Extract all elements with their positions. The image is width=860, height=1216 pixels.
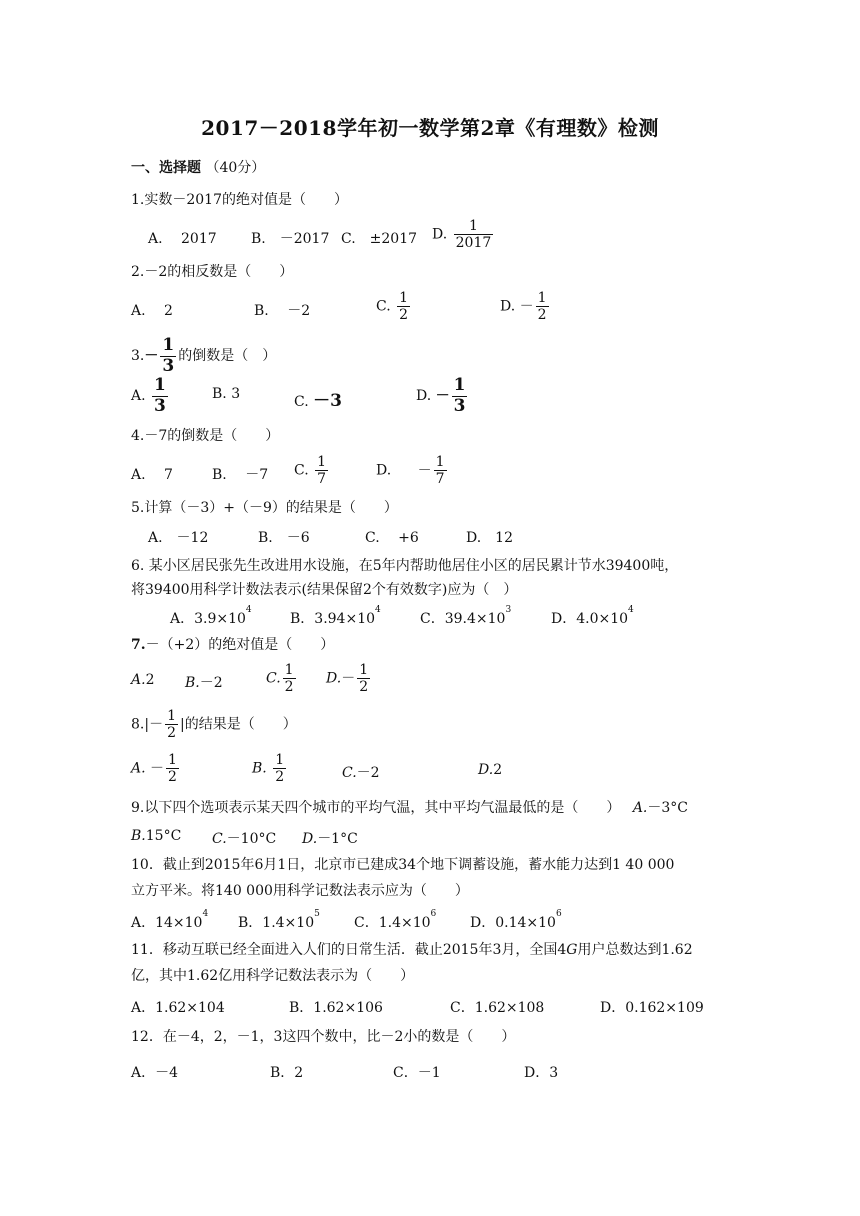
q11-text-b: 用户总数达到1.62 <box>577 942 693 958</box>
q6-option-a <box>170 605 252 628</box>
q8-a-denominator: 2 <box>168 769 177 786</box>
q7-d-sign: － <box>341 670 356 687</box>
q2-d-sign: － <box>519 298 534 315</box>
question-11-options <box>0 987 860 1027</box>
q8-option-a-label: A. <box>131 760 146 777</box>
question-6-options <box>0 598 860 638</box>
q10-c-text: C．1.4×10 <box>354 915 431 931</box>
q9-option-d <box>302 828 358 848</box>
question-4-stem: 4.－7的倒数是（ ） <box>131 428 280 444</box>
q8-a-sign: － <box>150 760 165 777</box>
q10-option-a <box>131 909 209 932</box>
q7-option-d <box>326 662 372 695</box>
q9-option-b <box>131 828 181 844</box>
q6-a-exponent: 4 <box>245 605 252 615</box>
q10-option-d <box>470 909 562 932</box>
q12-option-d: D．3 <box>524 1065 559 1081</box>
q10-option-c <box>354 909 437 932</box>
q3-a-denominator: 3 <box>154 395 166 416</box>
q4-option-c-label: C. <box>294 462 309 479</box>
q2-c-denominator: 2 <box>399 307 409 324</box>
q7-number: 7. <box>131 637 146 653</box>
q6-option-d <box>551 605 634 628</box>
q7-b-label: B. <box>185 675 200 691</box>
q7-b-value: －2 <box>199 675 223 691</box>
q10-a-text: A．14×10 <box>131 915 203 931</box>
q3-option-c-value: －3 <box>313 391 342 411</box>
q4-option-b: B. －7 <box>212 467 269 483</box>
q5-option-c: C. +6 <box>365 530 419 546</box>
q1-option-a: A. 2017 <box>148 231 217 247</box>
q9-option-c <box>212 828 276 848</box>
q6-c-exponent: 3 <box>505 605 512 615</box>
q1-option-d-label: D. <box>432 226 448 243</box>
q3-option-a-label: A. <box>131 388 146 405</box>
q2-option-d <box>500 290 551 323</box>
q8-denominator: 2 <box>167 725 176 742</box>
section-score: （40分） <box>205 160 266 176</box>
q8-numerator: 1 <box>167 708 176 724</box>
question-3-options <box>0 376 860 416</box>
q9-b-label: B. <box>131 828 146 844</box>
q7-option-c <box>266 662 298 695</box>
q3-d-denominator: 3 <box>453 395 466 416</box>
q3-numerator: 1 <box>162 335 175 355</box>
q4-d-denominator: 7 <box>435 471 445 488</box>
question-7-options <box>0 662 860 702</box>
question-8-stem <box>131 708 297 741</box>
q4-c-numerator: 1 <box>317 454 327 470</box>
q2-option-b: B. －2 <box>254 303 311 319</box>
q9-c-label: C. <box>212 831 227 847</box>
q3-d-sign: － <box>435 388 450 405</box>
q10-d-text: D．0.14×10 <box>470 915 556 931</box>
q4-d-sign: － <box>417 462 432 479</box>
q4-option-d-label: D. <box>376 462 392 479</box>
q5-option-b: B. －6 <box>258 530 310 546</box>
q4-option-d <box>376 454 449 487</box>
question-4-options <box>0 454 860 494</box>
q3-sign: － <box>144 348 159 365</box>
q1-option-c: C. ±2017 <box>341 231 418 247</box>
question-2-stem: 2.－2的相反数是（ ） <box>131 264 294 280</box>
question-10-options <box>0 902 860 942</box>
q4-option-c <box>294 454 330 487</box>
q4-c-denominator: 7 <box>317 471 327 488</box>
q4-d-numerator: 1 <box>435 454 445 470</box>
question-10-line-1: 10．截止到2015年6月1日，北京市已建成34个地下调蓄设施，蓄水能力达到1 40 000 <box>131 857 675 873</box>
question-5-options <box>0 517 860 557</box>
question-8-options <box>0 752 860 792</box>
question-12-stem: 12．在－4，2，－1，3这四个数中，比－2小的数是（ ） <box>131 1029 516 1045</box>
q7-option-a <box>131 672 154 688</box>
q8-c-label: C. <box>342 765 357 781</box>
q9-a-value: －3°C <box>647 800 688 816</box>
question-2-options <box>0 290 860 330</box>
q9-d-label: D. <box>302 831 318 847</box>
q2-d-denominator: 2 <box>537 307 547 324</box>
q8-option-a <box>131 752 181 785</box>
q1-option-b: B. －2017 <box>251 231 330 247</box>
question-7-stem <box>131 635 334 655</box>
q7-a-value: 2 <box>145 672 155 688</box>
q5-option-a: A. －12 <box>148 530 209 546</box>
q8-a-numerator: 1 <box>168 752 177 768</box>
q2-d-numerator: 1 <box>537 290 547 306</box>
q3-option-c <box>294 386 342 411</box>
q7-option-b <box>185 672 223 692</box>
q2-option-c-label: C. <box>376 298 391 315</box>
q10-option-b <box>238 909 320 932</box>
q8-number: 8.|－ <box>131 716 164 733</box>
q11-option-c: C．1.62×108 <box>450 1000 545 1016</box>
q8-b-numerator: 1 <box>275 752 285 768</box>
q7-stem-text: －（+2）的绝对值是（ ） <box>145 637 335 653</box>
q11-option-d: D．0.162×109 <box>600 1000 704 1016</box>
question-1-stem: 1.实数－2017的绝对值是（ ） <box>131 192 348 208</box>
q7-option-d-label: D. <box>326 670 342 687</box>
question-11-line-2: 亿，其中1.62亿用科学记数法表示为（ ） <box>131 968 415 984</box>
q1-option-d <box>432 218 495 251</box>
q6-a-text: A．3.9×10 <box>170 611 246 627</box>
q12-option-c: C．－1 <box>393 1065 441 1081</box>
question-12-options <box>0 1052 860 1092</box>
q11-option-a: A．1.62×104 <box>131 1000 225 1016</box>
q10-b-text: B．1.4×10 <box>238 915 315 931</box>
q7-option-c-label: C. <box>266 670 281 687</box>
q1-d-denominator: 2017 <box>455 235 492 252</box>
question-6-line-1: 6. 某小区居民张先生改进用水设施，在5年内帮助他居住小区的居民累计节水39400吨， <box>131 558 679 574</box>
q11-option-b: B．1.62×106 <box>289 1000 383 1016</box>
q6-b-text: B．3.94×10 <box>290 611 376 627</box>
q11-text-a: 11．移动互联已经全面进入人们的日常生活．截止2015年3月，全国4 <box>131 942 567 958</box>
q8-d-value: 2 <box>493 762 503 778</box>
q3-option-b: B. 3 <box>212 386 241 402</box>
q9-stem-text: 9.以下四个选项表示某天四个城市的平均气温，其中平均气温最低的是（ ） <box>131 800 621 816</box>
q8-b-denominator: 2 <box>275 769 285 786</box>
q9-d-value: －1°C <box>317 831 358 847</box>
question-11-line-1 <box>131 940 693 960</box>
q1-d-numerator: 1 <box>469 218 478 234</box>
q12-option-b: B．2 <box>270 1065 304 1081</box>
q6-c-text: C．39.4×10 <box>420 611 506 627</box>
question-3-stem <box>131 336 276 376</box>
q3-option-d-label: D. <box>416 388 432 405</box>
section-heading <box>131 158 265 178</box>
q2-option-a: A. 2 <box>131 303 173 319</box>
question-9-line-1 <box>131 798 688 818</box>
q8-option-c <box>342 762 380 782</box>
question-6-line-2: 将39400用科学计数法表示(结果保留2个有效数字)应为（ ） <box>131 582 518 598</box>
q3-option-c-label: C. <box>294 394 309 410</box>
q7-a-label: A. <box>131 672 146 688</box>
q9-c-value: －10°C <box>226 831 277 847</box>
q3-stem-text: 的倒数是（ ） <box>178 348 277 365</box>
q10-a-exponent: 4 <box>202 909 209 919</box>
page-title: 2017－2018学年初一数学第2章《有理数》检测 <box>201 116 659 140</box>
q8-option-b-label: B. <box>252 760 267 777</box>
q10-d-exponent: 6 <box>555 909 562 919</box>
q6-b-exponent: 4 <box>375 605 381 615</box>
q7-d-numerator: 1 <box>359 662 369 678</box>
question-10-line-2: 立方平米。将140 000用科学记数法表示应为（ ） <box>131 883 469 899</box>
question-9-options <box>0 818 860 858</box>
q7-c-numerator: 1 <box>284 662 294 678</box>
q9-a-label: A. <box>632 800 648 816</box>
q6-option-c <box>420 605 512 628</box>
question-5-stem: 5.计算（－3）+（－9）的结果是（ ） <box>131 500 398 516</box>
q2-option-d-label: D. <box>500 298 516 315</box>
q3-a-numerator: 1 <box>154 375 166 395</box>
q2-option-c <box>376 290 412 323</box>
q7-c-denominator: 2 <box>284 679 294 696</box>
q8-d-label: D. <box>478 762 494 778</box>
q5-option-d: D. 12 <box>466 530 513 546</box>
q12-option-a: A．－4 <box>131 1065 179 1081</box>
section-label: 一、选择题 <box>131 160 201 176</box>
q6-option-b <box>290 605 381 628</box>
q6-d-exponent: 4 <box>628 605 634 615</box>
q8-c-value: －2 <box>356 765 380 781</box>
q9-b-value: 15°C <box>145 828 182 844</box>
q3-d-numerator: 1 <box>453 375 466 395</box>
q10-b-exponent: 5 <box>314 909 320 919</box>
q8-option-b <box>252 752 288 785</box>
q4-option-a: A. 7 <box>131 467 173 483</box>
q3-denominator: 3 <box>162 355 175 376</box>
q6-d-text: D．4.0×10 <box>551 611 629 627</box>
q7-d-denominator: 2 <box>359 679 369 696</box>
q3-option-d <box>416 376 469 416</box>
q3-number: 3. <box>131 348 145 365</box>
q2-c-numerator: 1 <box>399 290 409 306</box>
q8-option-d <box>478 762 502 778</box>
question-1-options <box>0 218 860 258</box>
q8-stem-text: |的结果是（ ） <box>180 716 297 733</box>
q3-option-a <box>131 376 170 416</box>
q11-text-g: G <box>566 942 578 958</box>
q10-c-exponent: 6 <box>430 909 437 919</box>
